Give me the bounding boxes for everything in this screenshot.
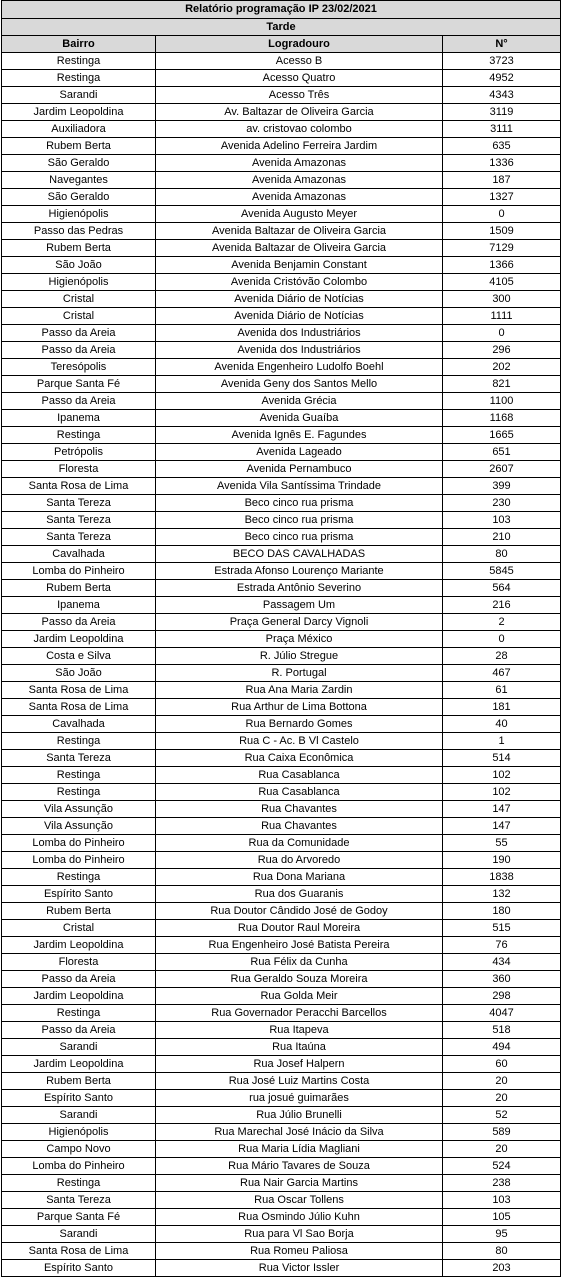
table-row: [2, 87, 561, 104]
cell-logradouro: Av. Baltazar de Oliveira Garcia: [156, 104, 443, 121]
cell-numero: 210: [443, 529, 561, 546]
table-row: [2, 325, 561, 342]
cell-numero: 190: [443, 852, 561, 869]
table-body: [2, 53, 561, 1277]
cell-bairro: São João: [2, 665, 156, 682]
cell-numero: 216: [443, 597, 561, 614]
table-row: [2, 1243, 561, 1260]
cell-numero: 494: [443, 1039, 561, 1056]
table-row: [2, 274, 561, 291]
table-row: [2, 988, 561, 1005]
cell-bairro: Higienópolis: [2, 206, 156, 223]
cell-logradouro: Avenida Ignês E. Fagundes: [156, 427, 443, 444]
cell-numero: 3111: [443, 121, 561, 138]
cell-numero: 651: [443, 444, 561, 461]
cell-numero: 132: [443, 886, 561, 903]
cell-logradouro: Rua Golda Meir: [156, 988, 443, 1005]
cell-bairro: Higienópolis: [2, 274, 156, 291]
cell-numero: 635: [443, 138, 561, 155]
cell-numero: 0: [443, 325, 561, 342]
table-row: [2, 1192, 561, 1209]
cell-logradouro: Avenida Engenheiro Ludolfo Boehl: [156, 359, 443, 376]
cell-logradouro: Rua Engenheiro José Batista Pereira: [156, 937, 443, 954]
cell-numero: 238: [443, 1175, 561, 1192]
cell-bairro: São Geraldo: [2, 189, 156, 206]
table-row: [2, 1022, 561, 1039]
cell-numero: 399: [443, 478, 561, 495]
cell-logradouro: Beco cinco rua prisma: [156, 529, 443, 546]
cell-numero: 4105: [443, 274, 561, 291]
table-row: [2, 172, 561, 189]
table-row: [2, 597, 561, 614]
cell-logradouro: Avenida Vila Santíssima Trindade: [156, 478, 443, 495]
table-row: [2, 1056, 561, 1073]
table-row: [2, 903, 561, 920]
cell-bairro: São Geraldo: [2, 155, 156, 172]
cell-logradouro: Rua Dona Mariana: [156, 869, 443, 886]
cell-logradouro: Rua Itapeva: [156, 1022, 443, 1039]
cell-bairro: Espírito Santo: [2, 1090, 156, 1107]
cell-logradouro: Rua Bernardo Gomes: [156, 716, 443, 733]
cell-bairro: Santa Tereza: [2, 512, 156, 529]
cell-logradouro: Avenida dos Industriários: [156, 342, 443, 359]
table-row: [2, 104, 561, 121]
cell-bairro: Santa Tereza: [2, 750, 156, 767]
cell-bairro: Cristal: [2, 308, 156, 325]
table-row: [2, 937, 561, 954]
cell-numero: 95: [443, 1226, 561, 1243]
cell-bairro: Restinga: [2, 70, 156, 87]
cell-bairro: Vila Assunção: [2, 818, 156, 835]
cell-numero: 298: [443, 988, 561, 1005]
cell-logradouro: Rua Osmindo Júlio Kuhn: [156, 1209, 443, 1226]
table-row: [2, 1226, 561, 1243]
cell-numero: 518: [443, 1022, 561, 1039]
table-row: [2, 920, 561, 937]
table-row: [2, 614, 561, 631]
table-row: [2, 835, 561, 852]
cell-logradouro: Rua Félix da Cunha: [156, 954, 443, 971]
cell-numero: 360: [443, 971, 561, 988]
cell-bairro: Campo Novo: [2, 1141, 156, 1158]
cell-bairro: Rubem Berta: [2, 240, 156, 257]
table-row: [2, 784, 561, 801]
cell-logradouro: BECO DAS CAVALHADAS: [156, 546, 443, 563]
table-row: [2, 733, 561, 750]
table-row: [2, 308, 561, 325]
table-row: [2, 801, 561, 818]
cell-numero: 147: [443, 801, 561, 818]
cell-bairro: Passo da Areia: [2, 342, 156, 359]
cell-numero: 821: [443, 376, 561, 393]
cell-numero: 20: [443, 1073, 561, 1090]
table-row: [2, 852, 561, 869]
cell-bairro: Sarandi: [2, 1107, 156, 1124]
table-row: [2, 869, 561, 886]
cell-numero: 4952: [443, 70, 561, 87]
table-row: [2, 682, 561, 699]
table-row: [2, 155, 561, 172]
cell-numero: 55: [443, 835, 561, 852]
table-row: [2, 1209, 561, 1226]
cell-bairro: Floresta: [2, 954, 156, 971]
cell-bairro: Santa Tereza: [2, 1192, 156, 1209]
cell-logradouro: Praça General Darcy Vignoli: [156, 614, 443, 631]
table-row: [2, 257, 561, 274]
cell-numero: 467: [443, 665, 561, 682]
cell-bairro: Jardim Leopoldina: [2, 104, 156, 121]
cell-numero: 2607: [443, 461, 561, 478]
cell-numero: 102: [443, 784, 561, 801]
cell-logradouro: Avenida Guaíba: [156, 410, 443, 427]
cell-logradouro: Avenida Amazonas: [156, 189, 443, 206]
cell-numero: 1100: [443, 393, 561, 410]
table-row: [2, 971, 561, 988]
cell-bairro: Passo da Areia: [2, 393, 156, 410]
cell-bairro: Restinga: [2, 784, 156, 801]
table-row: [2, 954, 561, 971]
table-row: [2, 631, 561, 648]
cell-numero: 61: [443, 682, 561, 699]
cell-logradouro: Rua Arthur de Lima Bottona: [156, 699, 443, 716]
table-row: [2, 461, 561, 478]
cell-bairro: Cavalhada: [2, 716, 156, 733]
cell-bairro: Costa e Silva: [2, 648, 156, 665]
cell-numero: 60: [443, 1056, 561, 1073]
cell-numero: 3119: [443, 104, 561, 121]
cell-bairro: Espírito Santo: [2, 886, 156, 903]
cell-logradouro: Praça México: [156, 631, 443, 648]
report-period: Tarde: [2, 19, 561, 36]
cell-numero: 1838: [443, 869, 561, 886]
cell-logradouro: Rua Doutor Raul Moreira: [156, 920, 443, 937]
cell-logradouro: Rua Josef Halpern: [156, 1056, 443, 1073]
cell-logradouro: Rua Casablanca: [156, 784, 443, 801]
cell-numero: 202: [443, 359, 561, 376]
cell-logradouro: Avenida Augusto Meyer: [156, 206, 443, 223]
cell-bairro: Restinga: [2, 1005, 156, 1022]
cell-logradouro: Rua Governador Peracchi Barcellos: [156, 1005, 443, 1022]
table-row: [2, 376, 561, 393]
title-row: [2, 1, 561, 19]
cell-numero: 1327: [443, 189, 561, 206]
cell-bairro: Rubem Berta: [2, 138, 156, 155]
cell-logradouro: Beco cinco rua prisma: [156, 495, 443, 512]
column-header-row: [2, 36, 561, 53]
cell-logradouro: Rua Romeu Paliosa: [156, 1243, 443, 1260]
cell-logradouro: Rua Itaúna: [156, 1039, 443, 1056]
cell-logradouro: Avenida Amazonas: [156, 172, 443, 189]
table-row: [2, 818, 561, 835]
cell-numero: 0: [443, 631, 561, 648]
cell-logradouro: Rua C - Ac. B Vl Castelo: [156, 733, 443, 750]
cell-numero: 0: [443, 206, 561, 223]
cell-numero: 80: [443, 1243, 561, 1260]
cell-numero: 589: [443, 1124, 561, 1141]
cell-numero: 5845: [443, 563, 561, 580]
column-header-bairro: Bairro: [2, 36, 156, 53]
table-row: [2, 1175, 561, 1192]
cell-logradouro: Rua Chavantes: [156, 801, 443, 818]
cell-numero: 524: [443, 1158, 561, 1175]
cell-numero: 80: [443, 546, 561, 563]
table-row: [2, 53, 561, 70]
cell-logradouro: R. Júlio Stregue: [156, 648, 443, 665]
cell-logradouro: Avenida Baltazar de Oliveira Garcia: [156, 240, 443, 257]
cell-bairro: Lomba do Pinheiro: [2, 563, 156, 580]
table-row: [2, 1141, 561, 1158]
table-row: [2, 648, 561, 665]
cell-logradouro: Avenida Diário de Notícias: [156, 291, 443, 308]
cell-logradouro: Avenida Lageado: [156, 444, 443, 461]
cell-bairro: Jardim Leopoldina: [2, 988, 156, 1005]
cell-numero: 105: [443, 1209, 561, 1226]
cell-numero: 52: [443, 1107, 561, 1124]
cell-logradouro: Rua Maria Lídia Magliani: [156, 1141, 443, 1158]
cell-logradouro: Rua da Comunidade: [156, 835, 443, 852]
table-row: [2, 546, 561, 563]
cell-bairro: Parque Santa Fé: [2, 1209, 156, 1226]
cell-logradouro: Avenida Benjamin Constant: [156, 257, 443, 274]
cell-bairro: Espírito Santo: [2, 1260, 156, 1277]
cell-bairro: Passo da Areia: [2, 325, 156, 342]
cell-bairro: Santa Rosa de Lima: [2, 1243, 156, 1260]
table-row: [2, 342, 561, 359]
table-row: [2, 444, 561, 461]
cell-logradouro: Estrada Antônio Severino: [156, 580, 443, 597]
cell-logradouro: Rua para Vl Sao Borja: [156, 1226, 443, 1243]
cell-logradouro: Estrada Afonso Lourenço Mariante: [156, 563, 443, 580]
cell-logradouro: Avenida Baltazar de Oliveira Garcia: [156, 223, 443, 240]
column-header-numero: N°: [443, 36, 561, 53]
cell-numero: 1509: [443, 223, 561, 240]
cell-bairro: Passo da Areia: [2, 971, 156, 988]
table-row: [2, 291, 561, 308]
table-row: [2, 189, 561, 206]
table-row: [2, 1124, 561, 1141]
cell-bairro: Lomba do Pinheiro: [2, 835, 156, 852]
cell-numero: 3723: [443, 53, 561, 70]
cell-logradouro: Rua Geraldo Souza Moreira: [156, 971, 443, 988]
cell-bairro: Cavalhada: [2, 546, 156, 563]
cell-logradouro: Passagem Um: [156, 597, 443, 614]
cell-logradouro: rua josué guimarães: [156, 1090, 443, 1107]
cell-logradouro: Rua Mário Tavares de Souza: [156, 1158, 443, 1175]
cell-bairro: Cristal: [2, 291, 156, 308]
cell-bairro: Lomba do Pinheiro: [2, 852, 156, 869]
cell-logradouro: Avenida Diário de Notícias: [156, 308, 443, 325]
table-row: [2, 206, 561, 223]
cell-numero: 2: [443, 614, 561, 631]
cell-bairro: São João: [2, 257, 156, 274]
cell-bairro: Jardim Leopoldina: [2, 1056, 156, 1073]
cell-numero: 7129: [443, 240, 561, 257]
cell-numero: 1366: [443, 257, 561, 274]
cell-logradouro: Beco cinco rua prisma: [156, 512, 443, 529]
cell-numero: 1336: [443, 155, 561, 172]
cell-bairro: Sarandi: [2, 87, 156, 104]
cell-logradouro: Rua Júlio Brunelli: [156, 1107, 443, 1124]
cell-bairro: Sarandi: [2, 1039, 156, 1056]
cell-logradouro: Rua Victor Issler: [156, 1260, 443, 1277]
cell-numero: 515: [443, 920, 561, 937]
table-row: [2, 750, 561, 767]
table-row: [2, 223, 561, 240]
table-row: [2, 563, 561, 580]
cell-bairro: Navegantes: [2, 172, 156, 189]
table-row: [2, 427, 561, 444]
cell-logradouro: Rua Doutor Cândido José de Godoy: [156, 903, 443, 920]
cell-logradouro: Avenida Grécia: [156, 393, 443, 410]
cell-bairro: Restinga: [2, 733, 156, 750]
cell-logradouro: Rua Ana Maria Zardin: [156, 682, 443, 699]
cell-numero: 514: [443, 750, 561, 767]
cell-bairro: Restinga: [2, 53, 156, 70]
cell-bairro: Sarandi: [2, 1226, 156, 1243]
table-row: [2, 138, 561, 155]
cell-numero: 102: [443, 767, 561, 784]
cell-logradouro: Avenida Amazonas: [156, 155, 443, 172]
cell-bairro: Higienópolis: [2, 1124, 156, 1141]
cell-logradouro: Acesso Três: [156, 87, 443, 104]
period-row: [2, 19, 561, 36]
cell-logradouro: Avenida Adelino Ferreira Jardim: [156, 138, 443, 155]
cell-logradouro: Avenida Geny dos Santos Mello: [156, 376, 443, 393]
table-row: [2, 699, 561, 716]
cell-logradouro: Rua Oscar Tollens: [156, 1192, 443, 1209]
cell-logradouro: Rua do Arvoredo: [156, 852, 443, 869]
cell-numero: 20: [443, 1090, 561, 1107]
cell-logradouro: Acesso Quatro: [156, 70, 443, 87]
cell-logradouro: Rua Nair Garcia Martins: [156, 1175, 443, 1192]
cell-bairro: Cristal: [2, 920, 156, 937]
table-row: [2, 512, 561, 529]
cell-bairro: Santa Tereza: [2, 495, 156, 512]
cell-numero: 147: [443, 818, 561, 835]
cell-bairro: Ipanema: [2, 410, 156, 427]
cell-numero: 203: [443, 1260, 561, 1277]
cell-logradouro: Avenida Pernambuco: [156, 461, 443, 478]
table-row: [2, 886, 561, 903]
cell-bairro: Santa Rosa de Lima: [2, 478, 156, 495]
table-row: [2, 1005, 561, 1022]
table-row: [2, 410, 561, 427]
cell-logradouro: Rua Caixa Econômica: [156, 750, 443, 767]
cell-bairro: Floresta: [2, 461, 156, 478]
cell-numero: 434: [443, 954, 561, 971]
cell-numero: 1168: [443, 410, 561, 427]
table-row: [2, 1090, 561, 1107]
table-row: [2, 478, 561, 495]
cell-bairro: Restinga: [2, 767, 156, 784]
cell-numero: 564: [443, 580, 561, 597]
cell-logradouro: Rua José Luiz Martins Costa: [156, 1073, 443, 1090]
cell-numero: 230: [443, 495, 561, 512]
table-row: [2, 240, 561, 257]
cell-bairro: Jardim Leopoldina: [2, 937, 156, 954]
table-row: [2, 1260, 561, 1277]
table-row: [2, 495, 561, 512]
cell-bairro: Santa Rosa de Lima: [2, 699, 156, 716]
table-row: [2, 767, 561, 784]
cell-numero: 181: [443, 699, 561, 716]
cell-numero: 20: [443, 1141, 561, 1158]
cell-logradouro: Rua Chavantes: [156, 818, 443, 835]
cell-bairro: Restinga: [2, 1175, 156, 1192]
cell-bairro: Passo das Pedras: [2, 223, 156, 240]
cell-bairro: Passo da Areia: [2, 614, 156, 631]
cell-logradouro: Rua dos Guaranis: [156, 886, 443, 903]
table-row: [2, 1158, 561, 1175]
cell-logradouro: Rua Marechal José Inácio da Silva: [156, 1124, 443, 1141]
cell-bairro: Restinga: [2, 869, 156, 886]
report-table: [1, 0, 561, 1277]
cell-numero: 187: [443, 172, 561, 189]
cell-bairro: Vila Assunção: [2, 801, 156, 818]
cell-bairro: Restinga: [2, 427, 156, 444]
cell-bairro: Jardim Leopoldina: [2, 631, 156, 648]
cell-numero: 1: [443, 733, 561, 750]
cell-numero: 300: [443, 291, 561, 308]
cell-logradouro: av. cristovao colombo: [156, 121, 443, 138]
cell-bairro: Santa Rosa de Lima: [2, 682, 156, 699]
cell-bairro: Teresópolis: [2, 359, 156, 376]
cell-bairro: Rubem Berta: [2, 1073, 156, 1090]
cell-logradouro: Rua Casablanca: [156, 767, 443, 784]
table-row: [2, 1039, 561, 1056]
cell-bairro: Parque Santa Fé: [2, 376, 156, 393]
column-header-logradouro: Logradouro: [156, 36, 443, 53]
cell-bairro: Ipanema: [2, 597, 156, 614]
table-row: [2, 359, 561, 376]
table-row: [2, 665, 561, 682]
cell-numero: 28: [443, 648, 561, 665]
table-row: [2, 1073, 561, 1090]
table-row: [2, 70, 561, 87]
cell-numero: 296: [443, 342, 561, 359]
cell-bairro: Lomba do Pinheiro: [2, 1158, 156, 1175]
cell-logradouro: R. Portugal: [156, 665, 443, 682]
cell-logradouro: Avenida dos Industriários: [156, 325, 443, 342]
table-row: [2, 393, 561, 410]
cell-numero: 1665: [443, 427, 561, 444]
cell-logradouro: Acesso B: [156, 53, 443, 70]
table-row: [2, 716, 561, 733]
cell-bairro: Santa Tereza: [2, 529, 156, 546]
table-row: [2, 580, 561, 597]
cell-bairro: Rubem Berta: [2, 903, 156, 920]
cell-bairro: Rubem Berta: [2, 580, 156, 597]
table-row: [2, 529, 561, 546]
cell-numero: 40: [443, 716, 561, 733]
cell-bairro: Auxiliadora: [2, 121, 156, 138]
cell-numero: 76: [443, 937, 561, 954]
table-row: [2, 121, 561, 138]
cell-numero: 4047: [443, 1005, 561, 1022]
cell-numero: 1111: [443, 308, 561, 325]
cell-bairro: Petrópolis: [2, 444, 156, 461]
cell-logradouro: Avenida Cristóvão Colombo: [156, 274, 443, 291]
cell-numero: 180: [443, 903, 561, 920]
cell-numero: 4343: [443, 87, 561, 104]
report-title: Relatório programação IP 23/02/2021: [2, 1, 561, 19]
cell-bairro: Passo da Areia: [2, 1022, 156, 1039]
cell-numero: 103: [443, 512, 561, 529]
cell-numero: 103: [443, 1192, 561, 1209]
table-row: [2, 1107, 561, 1124]
